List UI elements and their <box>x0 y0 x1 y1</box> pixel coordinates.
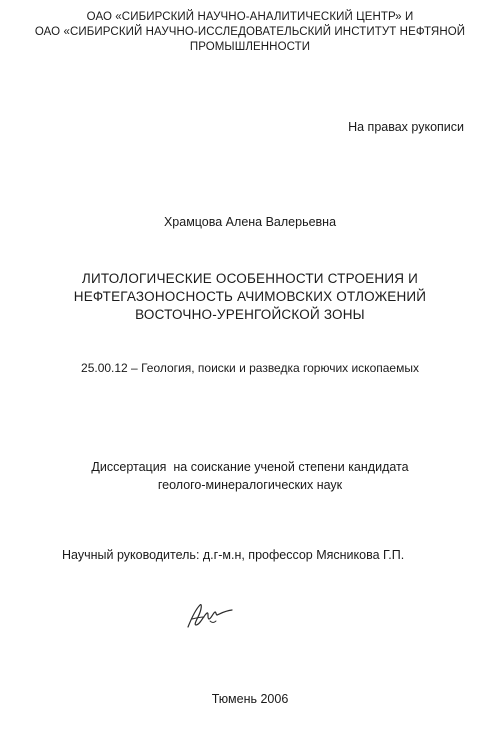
organization-line-2: ОАО «СИБИРСКИЙ НАУЧНО-ИССЛЕДОВАТЕЛЬСКИЙ ИНСТИТУТ НЕФТЯНОЙ <box>34 26 466 38</box>
degree-line-1: Диссертация на соискание ученой степени кандидата <box>91 460 409 474</box>
degree-line-2: геолого-минералогических наук <box>157 478 343 492</box>
scientific-supervisor: Научный руководитель: д.г-м.н, профессор Мясникова Г.П. <box>62 548 405 562</box>
author-name: Храмцова Алена Валерьевна <box>163 215 337 229</box>
signature-icon <box>180 595 240 635</box>
thesis-title-line-2: НЕФТЕГАЗОНОСНОСТЬ АЧИМОВСКИХ ОТЛОЖЕНИЙ <box>73 289 427 304</box>
thesis-title-line-3: ВОСТОЧНО-УРЕНГОЙСКОЙ ЗОНЫ <box>135 307 365 322</box>
specialty-code: 25.00.12 – Геология, поиски и разведка горючих ископаемых <box>81 361 419 375</box>
thesis-title <box>0 270 500 324</box>
place-and-year: Тюмень 2006 <box>211 692 289 706</box>
degree-statement <box>0 458 500 494</box>
organization-header <box>0 10 500 55</box>
thesis-title-line-1: ЛИТОЛОГИЧЕСКИЕ ОСОБЕННОСТИ СТРОЕНИЯ И <box>81 271 419 286</box>
organization-line-3: ПРОМЫШЛЕННОСТИ <box>189 41 311 53</box>
organization-line-1: ОАО «СИБИРСКИЙ НАУЧНО-АНАЛИТИЧЕСКИЙ ЦЕНТР» И <box>86 11 414 23</box>
rights-notice: На правах рукописи <box>348 120 464 134</box>
